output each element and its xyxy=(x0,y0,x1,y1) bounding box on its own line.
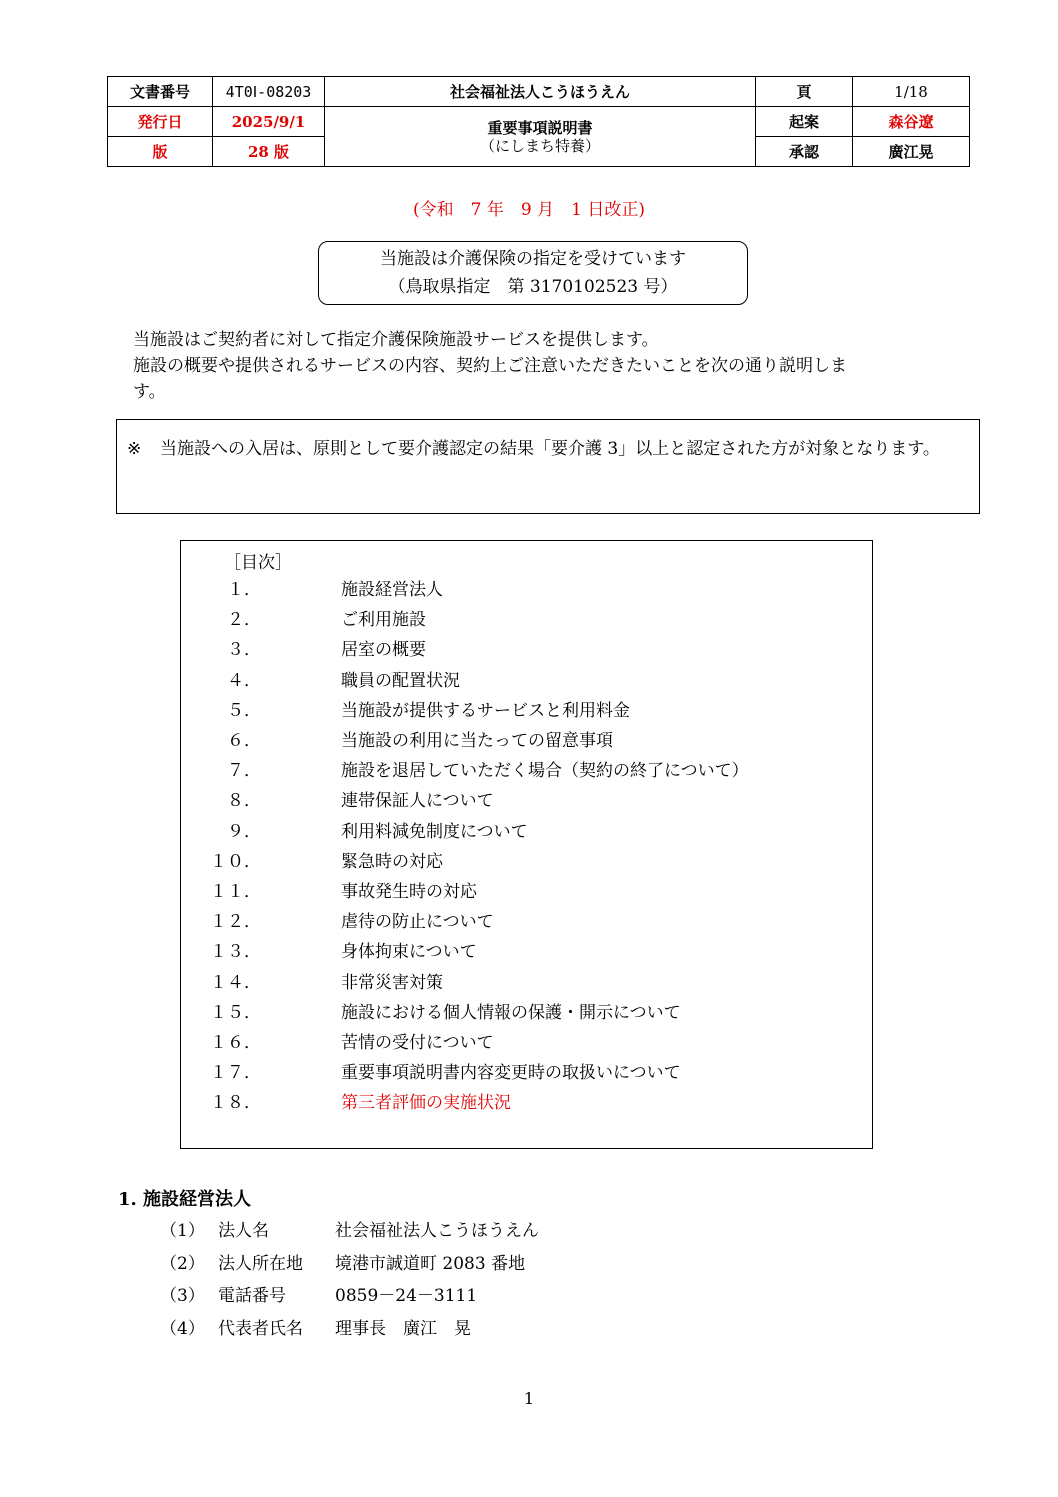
toc-item-number: １６． xyxy=(210,1033,261,1053)
info-row-label: 法人名 xyxy=(218,1221,269,1241)
toc-item-number: ５． xyxy=(227,700,261,721)
toc-item xyxy=(181,726,871,756)
info-row-value: 社会福祉法人こうほうえん xyxy=(335,1221,539,1241)
note-text: 当施設への入居は、原則として要介護認定の結果「要介護 3」以上と認定された方が対象となります。 xyxy=(160,439,940,459)
draft-name: 森谷遼 xyxy=(853,107,970,137)
toc-item xyxy=(181,817,871,847)
eligibility-note-box xyxy=(116,419,980,514)
designation-notice-box xyxy=(318,241,748,305)
toc-item-label: 虐待の防止について xyxy=(341,912,494,933)
toc-item-label: 施設を退居していただく場合（契約の終了について） xyxy=(341,761,749,782)
toc-item-label: 非常災害対策 xyxy=(341,972,443,993)
toc-item xyxy=(181,756,871,786)
version-label: 版 xyxy=(108,137,213,167)
toc-item-label: 利用料減免制度について xyxy=(341,821,528,842)
toc-item xyxy=(181,1088,871,1118)
toc-item-number: １８． xyxy=(210,1093,261,1114)
issue-date: 2025/9/1 xyxy=(213,107,325,137)
toc-item-label: 居室の概要 xyxy=(341,640,426,661)
toc-item xyxy=(181,1058,871,1088)
organization-name: 社会福祉法人こうほうえん xyxy=(325,77,756,107)
toc-item xyxy=(181,605,871,635)
table-of-contents xyxy=(180,540,873,1149)
note-mark: ※ xyxy=(127,439,142,459)
toc-item-label: 施設経営法人 xyxy=(341,580,443,600)
toc-item-number: １． xyxy=(227,580,261,600)
info-row xyxy=(0,1313,1058,1345)
toc-item-label: 苦情の受付について xyxy=(341,1033,494,1053)
toc-item xyxy=(181,907,871,937)
revision-date: (令和 7 年 9 月 1 日改正) xyxy=(413,200,645,220)
intro-line3: す。 xyxy=(133,382,166,402)
approval-label: 承認 xyxy=(756,137,853,167)
toc-item xyxy=(181,696,871,726)
toc-item-label: 当施設の利用に当たっての留意事項 xyxy=(341,731,613,751)
toc-item xyxy=(181,847,871,877)
toc-item xyxy=(181,575,871,605)
toc-item-label: 事故発生時の対応 xyxy=(341,882,477,902)
intro-paragraph xyxy=(133,327,963,405)
section-1-title: 1. 施設経営法人 xyxy=(118,1189,252,1210)
page-label: 頁 xyxy=(756,77,853,107)
info-row-number: （4） xyxy=(160,1318,205,1339)
page-value: 1/18 xyxy=(853,77,970,107)
toc-item-number: ６． xyxy=(227,731,261,751)
intro-line1: 当施設はご契約者に対して指定介護保険施設サービスを提供します。 xyxy=(133,330,659,350)
toc-item-label: 連帯保証人について xyxy=(341,791,494,812)
toc-item-number: １７． xyxy=(210,1063,261,1084)
toc-item-number: ３． xyxy=(227,640,261,661)
intro-line2: 施設の概要や提供されるサービスの内容、契約上ご注意いただきたいことを次の通り説明しま xyxy=(133,356,847,376)
draft-label: 起案 xyxy=(756,107,853,137)
toc-item-label: 緊急時の対応 xyxy=(341,851,443,872)
toc-item-label: 施設における個人情報の保護・開示について xyxy=(341,1002,681,1023)
page-number: 1 xyxy=(523,1389,535,1408)
toc-item-label: 職員の配置状況 xyxy=(341,670,460,691)
toc-item-number: ８． xyxy=(227,791,261,812)
notice-line2: （鳥取県指定 第 3170102523 号） xyxy=(388,277,678,297)
toc-item-label: 重要事項説明書内容変更時の取扱いについて xyxy=(341,1063,681,1084)
toc-item xyxy=(181,998,871,1028)
info-row-value: 0859－24－3111 xyxy=(335,1286,478,1306)
doc-number: 4T0Ⅰ-08203 xyxy=(213,77,325,107)
toc-item-number: １２． xyxy=(210,912,261,933)
toc-item-label: 身体拘束について xyxy=(341,942,477,963)
toc-item-number: １４． xyxy=(210,972,261,993)
document-title-line1: 重要事項説明書 xyxy=(487,118,593,137)
info-row-label: 法人所在地 xyxy=(218,1253,303,1274)
toc-item xyxy=(181,635,871,665)
toc-item-number: ９． xyxy=(227,821,261,842)
toc-item xyxy=(181,666,871,696)
info-row xyxy=(0,1215,1058,1247)
toc-item-label: ご利用施設 xyxy=(341,610,426,631)
info-row-label: 電話番号 xyxy=(218,1286,286,1306)
toc-item-number: １５． xyxy=(210,1002,261,1023)
toc-item-number: １１． xyxy=(210,882,261,902)
toc-item xyxy=(181,968,871,998)
toc-item-label: 第三者評価の実施状況 xyxy=(341,1093,511,1114)
toc-item xyxy=(181,937,871,967)
info-row-value: 境港市誠道町 2083 番地 xyxy=(335,1253,526,1274)
document-title xyxy=(325,107,756,167)
info-row-number: （1） xyxy=(160,1221,205,1241)
info-row-label: 代表者氏名 xyxy=(218,1318,303,1339)
document-title-line2: （にしまち特養） xyxy=(479,136,600,155)
toc-item xyxy=(181,877,871,907)
info-row xyxy=(0,1280,1058,1312)
toc-item-number: １３． xyxy=(210,942,261,963)
toc-item xyxy=(181,1028,871,1058)
info-row xyxy=(0,1248,1058,1280)
toc-item-label: 当施設が提供するサービスと利用料金 xyxy=(341,700,630,721)
toc-heading: ［目次］ xyxy=(224,553,292,573)
document-header-table xyxy=(107,76,970,167)
info-row-number: （3） xyxy=(160,1286,205,1306)
toc-item xyxy=(181,786,871,816)
approval-name: 廣江晃 xyxy=(853,137,970,167)
toc-item-number: ４． xyxy=(227,670,261,691)
notice-line1: 当施設は介護保険の指定を受けています xyxy=(380,249,686,269)
toc-item-number: ２． xyxy=(227,610,261,631)
issue-date-label: 発行日 xyxy=(108,107,213,137)
toc-item-number: ７． xyxy=(227,761,261,782)
doc-number-label: 文書番号 xyxy=(108,77,213,107)
info-row-number: （2） xyxy=(160,1253,205,1274)
toc-item-number: １０． xyxy=(210,851,261,872)
info-row-value: 理事長 廣江 晃 xyxy=(335,1318,471,1339)
version-value: 28 版 xyxy=(213,137,325,167)
